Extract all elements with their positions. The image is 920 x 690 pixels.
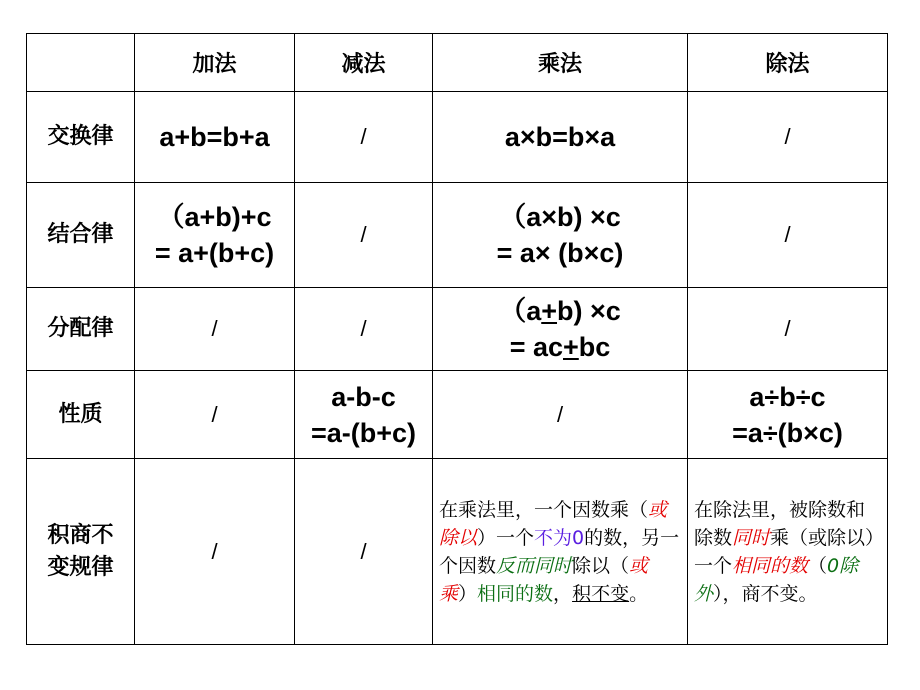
product-rule-text — [433, 496, 687, 608]
text-run: 不为0 — [534, 526, 585, 549]
plus-sign: + — [541, 296, 558, 326]
formula-line: a-b-c — [331, 381, 396, 412]
text-run: 相同的数 — [477, 582, 554, 605]
cell-associative-mul — [433, 183, 688, 288]
cell-invariance-sub: / — [295, 459, 433, 645]
header-div: 除法 — [688, 34, 888, 92]
text-run: ），商不变。 — [713, 582, 818, 605]
text-run: 在乘法里，一个因数乘（ — [439, 498, 649, 521]
formula-line: =a-(b+c) — [310, 417, 417, 448]
cell-property-div — [688, 371, 888, 459]
row-label-line: 变规律 — [47, 554, 114, 580]
table-row — [27, 183, 888, 288]
text-run: 积不变 — [572, 582, 630, 605]
formula-line: （a+b)+c — [157, 202, 272, 232]
text-run: 的数，另一个因数 — [439, 526, 680, 577]
text-run: 同时 — [732, 526, 771, 549]
cell-commutative-div: / — [688, 92, 888, 183]
text-run: （ — [808, 554, 828, 577]
cell-distributive-add: / — [135, 288, 295, 371]
formula-part: bc — [578, 332, 611, 362]
cell-distributive-sub: / — [295, 288, 433, 371]
formula-line: a÷b÷c — [749, 381, 826, 412]
text-run: 在除法里，被除数和除数 — [694, 498, 866, 549]
formula-part: b) ×c — [557, 296, 621, 326]
table-row — [27, 459, 888, 645]
quotient-rule-text — [688, 496, 887, 608]
text-run: 0除外 — [694, 554, 859, 605]
text-run: ）一个 — [477, 526, 535, 549]
header-mul: 乘法 — [433, 34, 688, 92]
plus-sign: + — [563, 332, 579, 362]
table-row — [27, 288, 888, 371]
header-row — [27, 34, 888, 92]
cell-invariance-mul — [433, 459, 688, 645]
formula-part: = ac — [509, 332, 563, 362]
cell-associative-sub: / — [295, 183, 433, 288]
table-row — [27, 371, 888, 459]
law-table — [26, 33, 888, 645]
row-label-line: 积商不 — [47, 522, 114, 548]
row-label-property: 性质 — [27, 371, 135, 459]
corner-cell — [27, 34, 135, 92]
table-row — [27, 92, 888, 183]
text-run: 除以（ — [572, 554, 630, 577]
cell-property-add: / — [135, 371, 295, 459]
cell-associative-div: / — [688, 183, 888, 288]
cell-invariance-div — [688, 459, 888, 645]
formula-part: （a — [499, 296, 542, 326]
formula-line — [433, 293, 687, 329]
cell-invariance-add: / — [135, 459, 295, 645]
formula-line: = a× (b×c) — [496, 238, 624, 268]
text-run: ） — [458, 582, 478, 605]
row-label-associative: 结合律 — [27, 183, 135, 288]
formula-line: = a+(b+c) — [154, 238, 275, 268]
header-sub: 减法 — [295, 34, 433, 92]
row-label-invariance — [27, 459, 135, 645]
text-run: 乘（或除以）一个 — [694, 526, 875, 577]
text-run: ， — [553, 582, 573, 605]
text-run: 或乘 — [439, 554, 649, 605]
cell-commutative-mul: a×b=b×a — [433, 92, 688, 183]
text-run: 反而同时 — [496, 554, 573, 577]
cell-distributive-div: / — [688, 288, 888, 371]
cell-associative-add — [135, 183, 295, 288]
cell-commutative-add: a+b=b+a — [135, 92, 295, 183]
cell-property-mul: / — [433, 371, 688, 459]
text-run: 或除以 — [439, 498, 668, 549]
row-label-commutative: 交换律 — [27, 92, 135, 183]
formula-line — [433, 329, 687, 365]
formula-line: （a×b) ×c — [499, 202, 621, 232]
cell-distributive-mul — [433, 288, 688, 371]
header-add: 加法 — [135, 34, 295, 92]
text-run: 相同的数 — [732, 554, 809, 577]
cell-commutative-sub: / — [295, 92, 433, 183]
text-run: 。 — [629, 582, 649, 605]
row-label-distributive: 分配律 — [27, 288, 135, 371]
formula-line: =a÷(b×c) — [732, 417, 843, 448]
cell-property-sub — [295, 371, 433, 459]
